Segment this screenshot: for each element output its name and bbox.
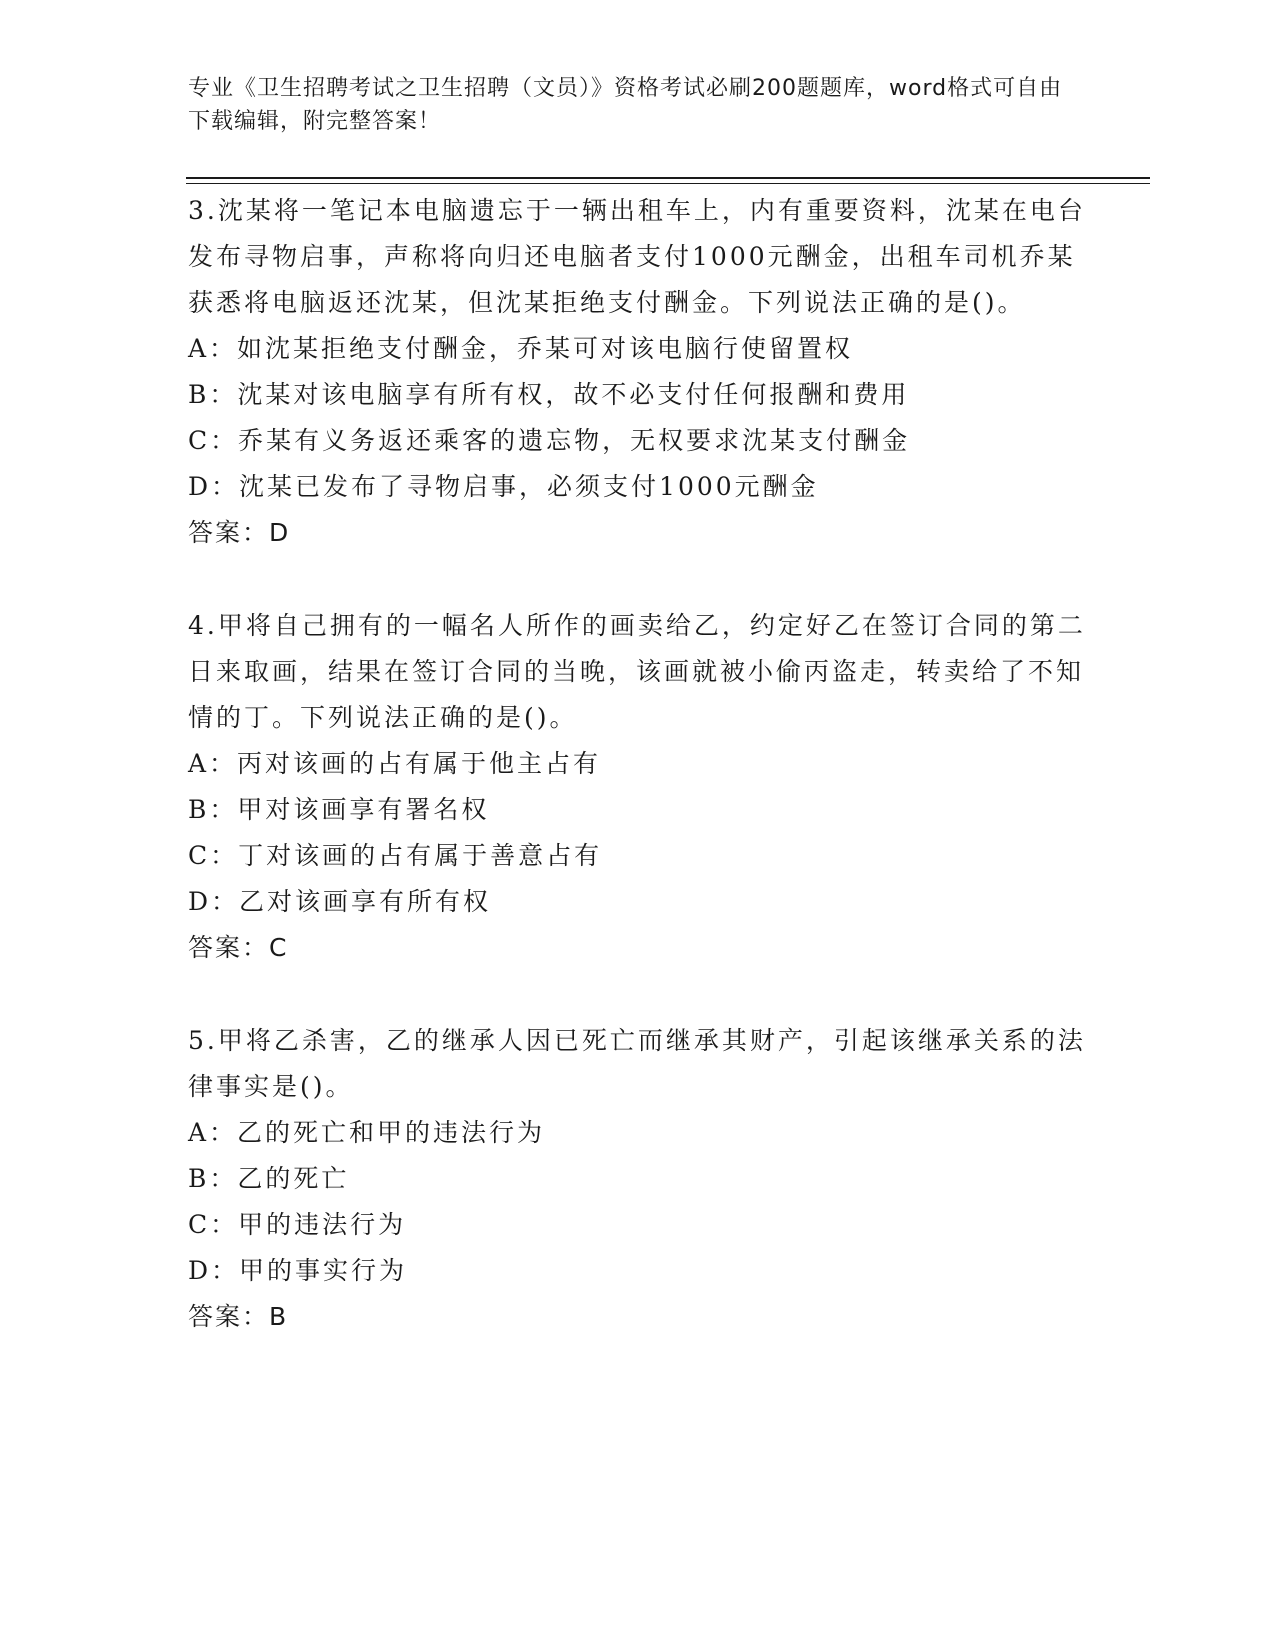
- answer-label: 答案：D: [188, 518, 291, 547]
- question-3: [188, 188, 1088, 556]
- option-c: C：甲的违法行为: [188, 1210, 407, 1239]
- header-divider-thick: [186, 177, 1150, 179]
- option-b: B：沈某对该电脑享有所有权，故不必支付任何报酬和费用: [188, 380, 910, 409]
- header-divider-thin: [186, 183, 1150, 184]
- option-a: A：丙对该画的占有属于他主占有: [188, 749, 602, 778]
- page-header-title: 专业《卫生招聘考试之卫生招聘（文员）》资格考试必刷200题题库，word格式可自由下载编辑，附完整答案！: [188, 76, 1063, 134]
- question-stem: 3.沈某将一笔记本电脑遗忘于一辆出租车上，内有重要资料，沈某在电台发布寻物启事，声称将向归还电脑者支付1000元酬金，出租车司机乔某获悉将电脑返还沈某，但沈某拒绝支付酬金。下列说法正确的是()。: [188, 196, 1086, 317]
- question-5: [188, 1018, 1088, 1340]
- option-d: D：乙对该画享有所有权: [188, 887, 492, 916]
- option-b: B：甲对该画享有署名权: [188, 795, 490, 824]
- question-list: [188, 188, 1088, 1387]
- option-c: C：乔某有义务返还乘客的遗忘物，无权要求沈某支付酬金: [188, 426, 911, 455]
- option-d: D：沈某已发布了寻物启事，必须支付1000元酬金: [188, 472, 819, 501]
- answer-label: 答案：C: [188, 933, 289, 962]
- question-stem: 5.甲将乙杀害，乙的继承人因已死亡而继承其财产，引起该继承关系的法律事实是()。: [188, 1026, 1086, 1101]
- answer-label: 答案：B: [188, 1302, 289, 1331]
- option-c: C：丁对该画的占有属于善意占有: [188, 841, 603, 870]
- option-a: A：如沈某拒绝支付酬金，乔某可对该电脑行使留置权: [188, 334, 854, 363]
- option-d: D：甲的事实行为: [188, 1256, 408, 1285]
- question-stem: 4.甲将自己拥有的一幅名人所作的画卖给乙，约定好乙在签订合同的第二日来取画，结果在签订合同的当晚，该画就被小偷丙盗走，转卖给了不知情的丁。下列说法正确的是()。: [188, 611, 1086, 732]
- option-a: A：乙的死亡和甲的违法行为: [188, 1118, 546, 1147]
- option-b: B：乙的死亡: [188, 1164, 350, 1193]
- question-4: [188, 603, 1088, 971]
